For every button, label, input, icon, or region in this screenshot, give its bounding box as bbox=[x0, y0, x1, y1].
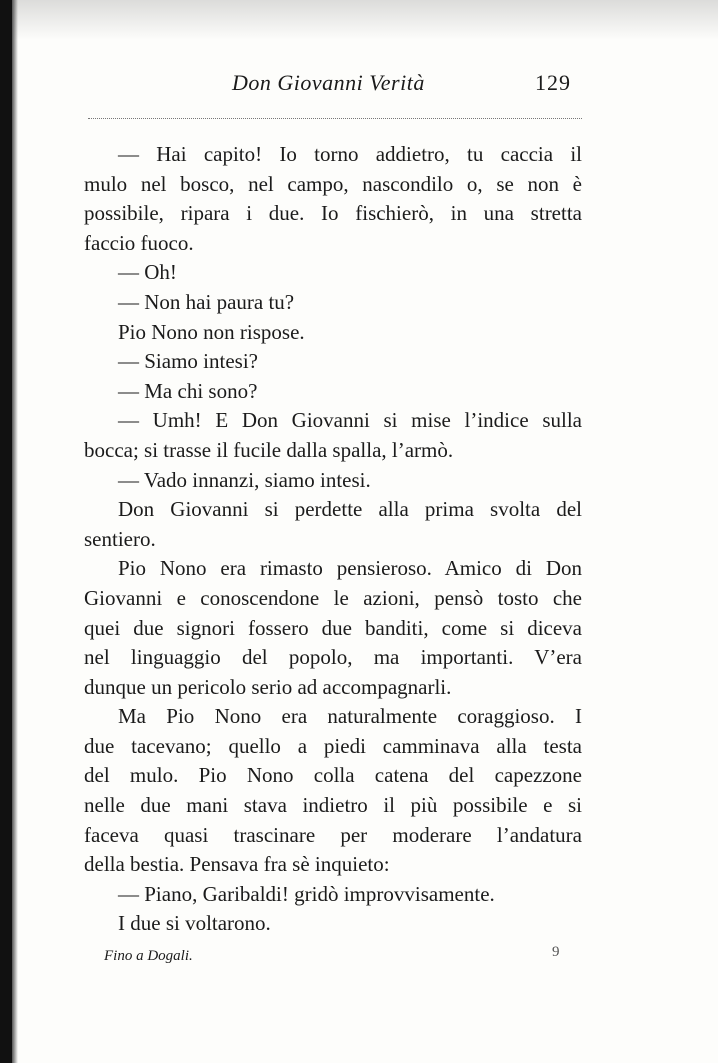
body-text bbox=[84, 140, 582, 939]
text-line: bocca; si trasse il fucile dalla spalla, l’armò. bbox=[84, 437, 454, 462]
running-title: Don Giovanni Verità bbox=[232, 70, 425, 95]
signature-mark: Fino a Dogali. bbox=[104, 948, 193, 964]
binding-shadow bbox=[0, 0, 12, 1063]
header-rule bbox=[88, 118, 582, 119]
page-footer bbox=[104, 944, 574, 972]
text-line: del mulo. Pio Nono colla catena del capezzone bbox=[84, 763, 582, 788]
page-top-shading bbox=[0, 0, 718, 40]
text-line: possibile, ripara i due. Io fischierò, in una stretta bbox=[84, 201, 582, 226]
text-line: Pio Nono era rimasto pensieroso. Amico di Don bbox=[118, 556, 582, 581]
text-line: — Vado innanzi, siamo intesi. bbox=[118, 467, 371, 492]
text-line: — Piano, Garibaldi! gridò improvvisamente. bbox=[118, 881, 495, 906]
text-line: dunque un pericolo serio ad accompagnarli. bbox=[84, 674, 452, 699]
text-line: Ma Pio Nono era naturalmente coraggioso. I bbox=[118, 704, 582, 729]
text-line: due tacevano; quello a piedi camminava alla testa bbox=[84, 733, 582, 758]
text-line: — Hai capito! Io torno addietro, tu caccia il bbox=[118, 142, 582, 166]
text-line: quei due signori fossero due banditi, come si diceva bbox=[84, 615, 582, 640]
binding-edge bbox=[12, 0, 18, 1063]
running-header bbox=[0, 70, 718, 104]
text-line: — Oh! bbox=[118, 260, 177, 285]
text-line: nelle due mani stava indietro il più possibile e si bbox=[84, 793, 582, 818]
text-line: Pio Nono non rispose. bbox=[118, 319, 305, 344]
page-number: 129 bbox=[535, 70, 571, 95]
text-line: nel linguaggio del popolo, ma importanti. V’era bbox=[84, 645, 582, 670]
text-line: — Non hai paura tu? bbox=[118, 289, 295, 314]
text-line: faccio fuoco. bbox=[84, 230, 194, 255]
sheet-number: 9 bbox=[552, 944, 560, 960]
text-line: — Siamo intesi? bbox=[118, 349, 258, 374]
text-line: Giovanni e conoscendone le azioni, pensò tosto che bbox=[84, 585, 582, 610]
text-line: faceva quasi trascinare per moderare l’andatura bbox=[84, 822, 582, 847]
text-line: — Umh! E Don Giovanni si mise l’indice sulla bbox=[118, 408, 582, 433]
text-line: sentiero. bbox=[84, 526, 156, 551]
text-line: Don Giovanni si perdette alla prima svolta del bbox=[118, 497, 582, 522]
text-line: della bestia. Pensava fra sè inquieto: bbox=[84, 852, 390, 877]
text-line: mulo nel bosco, nel campo, nascondilo o, se non è bbox=[84, 171, 582, 196]
text-line: — Ma chi sono? bbox=[118, 378, 258, 403]
text-line: I due si voltarono. bbox=[118, 911, 271, 936]
